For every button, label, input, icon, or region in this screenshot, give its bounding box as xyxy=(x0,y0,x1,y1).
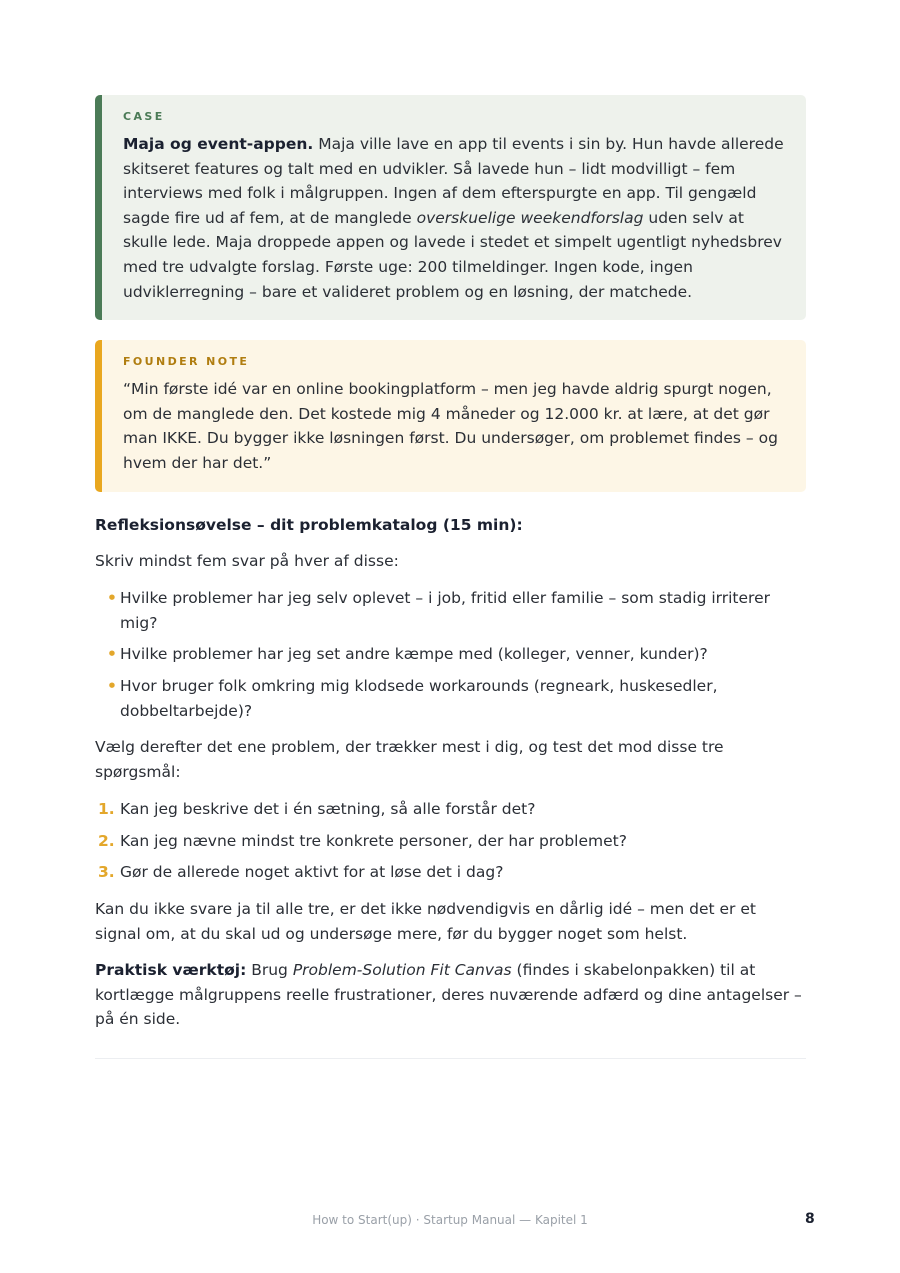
page-number: 8 xyxy=(805,1211,815,1227)
list-item xyxy=(95,586,806,635)
list-item xyxy=(95,674,806,723)
list-item xyxy=(95,860,806,885)
bullet-dot-icon: • xyxy=(107,676,117,695)
footer-running-title: How to Start(up) · Startup Manual — Kapitel 1 xyxy=(312,1213,588,1227)
case-label: CASE xyxy=(123,110,165,123)
exercise-intro: Skriv mindst fem svar på hver af disse: xyxy=(95,551,399,570)
exercise-heading: Refleksionsøvelse – dit problemkatalog (15 min): xyxy=(95,515,523,534)
test-question-list xyxy=(95,797,806,885)
case-text xyxy=(123,132,784,304)
test-intro: Vælg derefter det ene problem, der trækker mest i dig, og test det mod disse tre spørgsmål: xyxy=(95,738,724,781)
practical-tool-label: Praktisk værktøj: xyxy=(95,961,247,980)
list-item xyxy=(95,642,806,667)
founder-note-quote: “Min første idé var en online bookingplatform – men jeg havde aldrig spurgt nogen, om de manglede den. Det kostede mig 4 måneder og 12.000 kr. at lære, at det gør man IKKE. Du bygger ikke løsningen først. Du undersøger, om problemet findes – og hvem der har det.” xyxy=(123,380,778,472)
practical-tool-paragraph xyxy=(95,958,806,1032)
practical-tool-text-part-1: Brug xyxy=(246,961,293,980)
founder-note-callout xyxy=(95,340,806,491)
page-content xyxy=(95,95,806,1059)
step-number: 2. xyxy=(98,831,115,850)
case-text-part-2: uden selv at skulle lede. Maja droppede appen og lavede i stedet et simpelt ugentligt nyhedsbrev med tre udvalgte forslag. Første uge: 200 tilmeldinger. Ingen kode, ingen udviklerregning – bare et valideret problem og en løsning, der matchede. xyxy=(123,208,782,301)
case-emphasis: overskuelige weekendforslag xyxy=(416,208,644,227)
list-item xyxy=(95,829,806,854)
list-item-text: Hvor bruger folk omkring mig klodsede workarounds (regneark, huskesedler, dobbeltarbejde)? xyxy=(120,676,718,720)
case-text-part-1: Maja ville lave en app til events i sin by. Hun havde allerede skitseret features og talt med en udvikler. Så lavede hun – lidt modvilligt – fem interviews med folk i målgruppen. Ingen af dem efterspurgte en app. Til gengæld sagde fire ud af fem, at de manglede xyxy=(123,135,784,227)
list-item-text: Gør de allerede noget aktivt for at løse det i dag? xyxy=(120,863,504,882)
list-item xyxy=(95,797,806,822)
founder-note-label: FOUNDER NOTE xyxy=(123,355,250,369)
bullet-dot-icon: • xyxy=(107,645,117,664)
list-item-text: Kan jeg beskrive det i én sætning, så alle forstår det? xyxy=(120,800,536,819)
problem-question-list xyxy=(95,586,806,723)
list-item-text: Kan jeg nævne mindst tre konkrete personer, der har problemet? xyxy=(120,831,627,850)
practical-tool-text-part-2: (findes i skabelonpakken) til at kortlægge målgruppens reelle frustrationer, deres nuværende adfærd og dine antagelser – på én side. xyxy=(95,961,802,1029)
bullet-dot-icon: • xyxy=(107,589,117,608)
case-callout xyxy=(95,95,806,320)
section-divider xyxy=(95,1058,806,1059)
step-number: 1. xyxy=(98,800,115,819)
list-item-text: Hvilke problemer har jeg set andre kæmpe med (kolleger, venner, kunder)? xyxy=(120,645,708,664)
exercise-conclusion: Kan du ikke svare ja til alle tre, er det ikke nødvendigvis en dårlig idé – men det er et signal om, at du skal ud og undersøge mere, før du bygger noget som helst. xyxy=(95,900,756,943)
list-item-text: Hvilke problemer har jeg selv oplevet – i job, fritid eller familie – som stadig irriterer mig? xyxy=(120,589,770,632)
case-title: Maja og event-appen. xyxy=(123,135,314,153)
practical-tool-emphasis: Problem-Solution Fit Canvas xyxy=(292,961,512,980)
step-number: 3. xyxy=(98,863,115,882)
